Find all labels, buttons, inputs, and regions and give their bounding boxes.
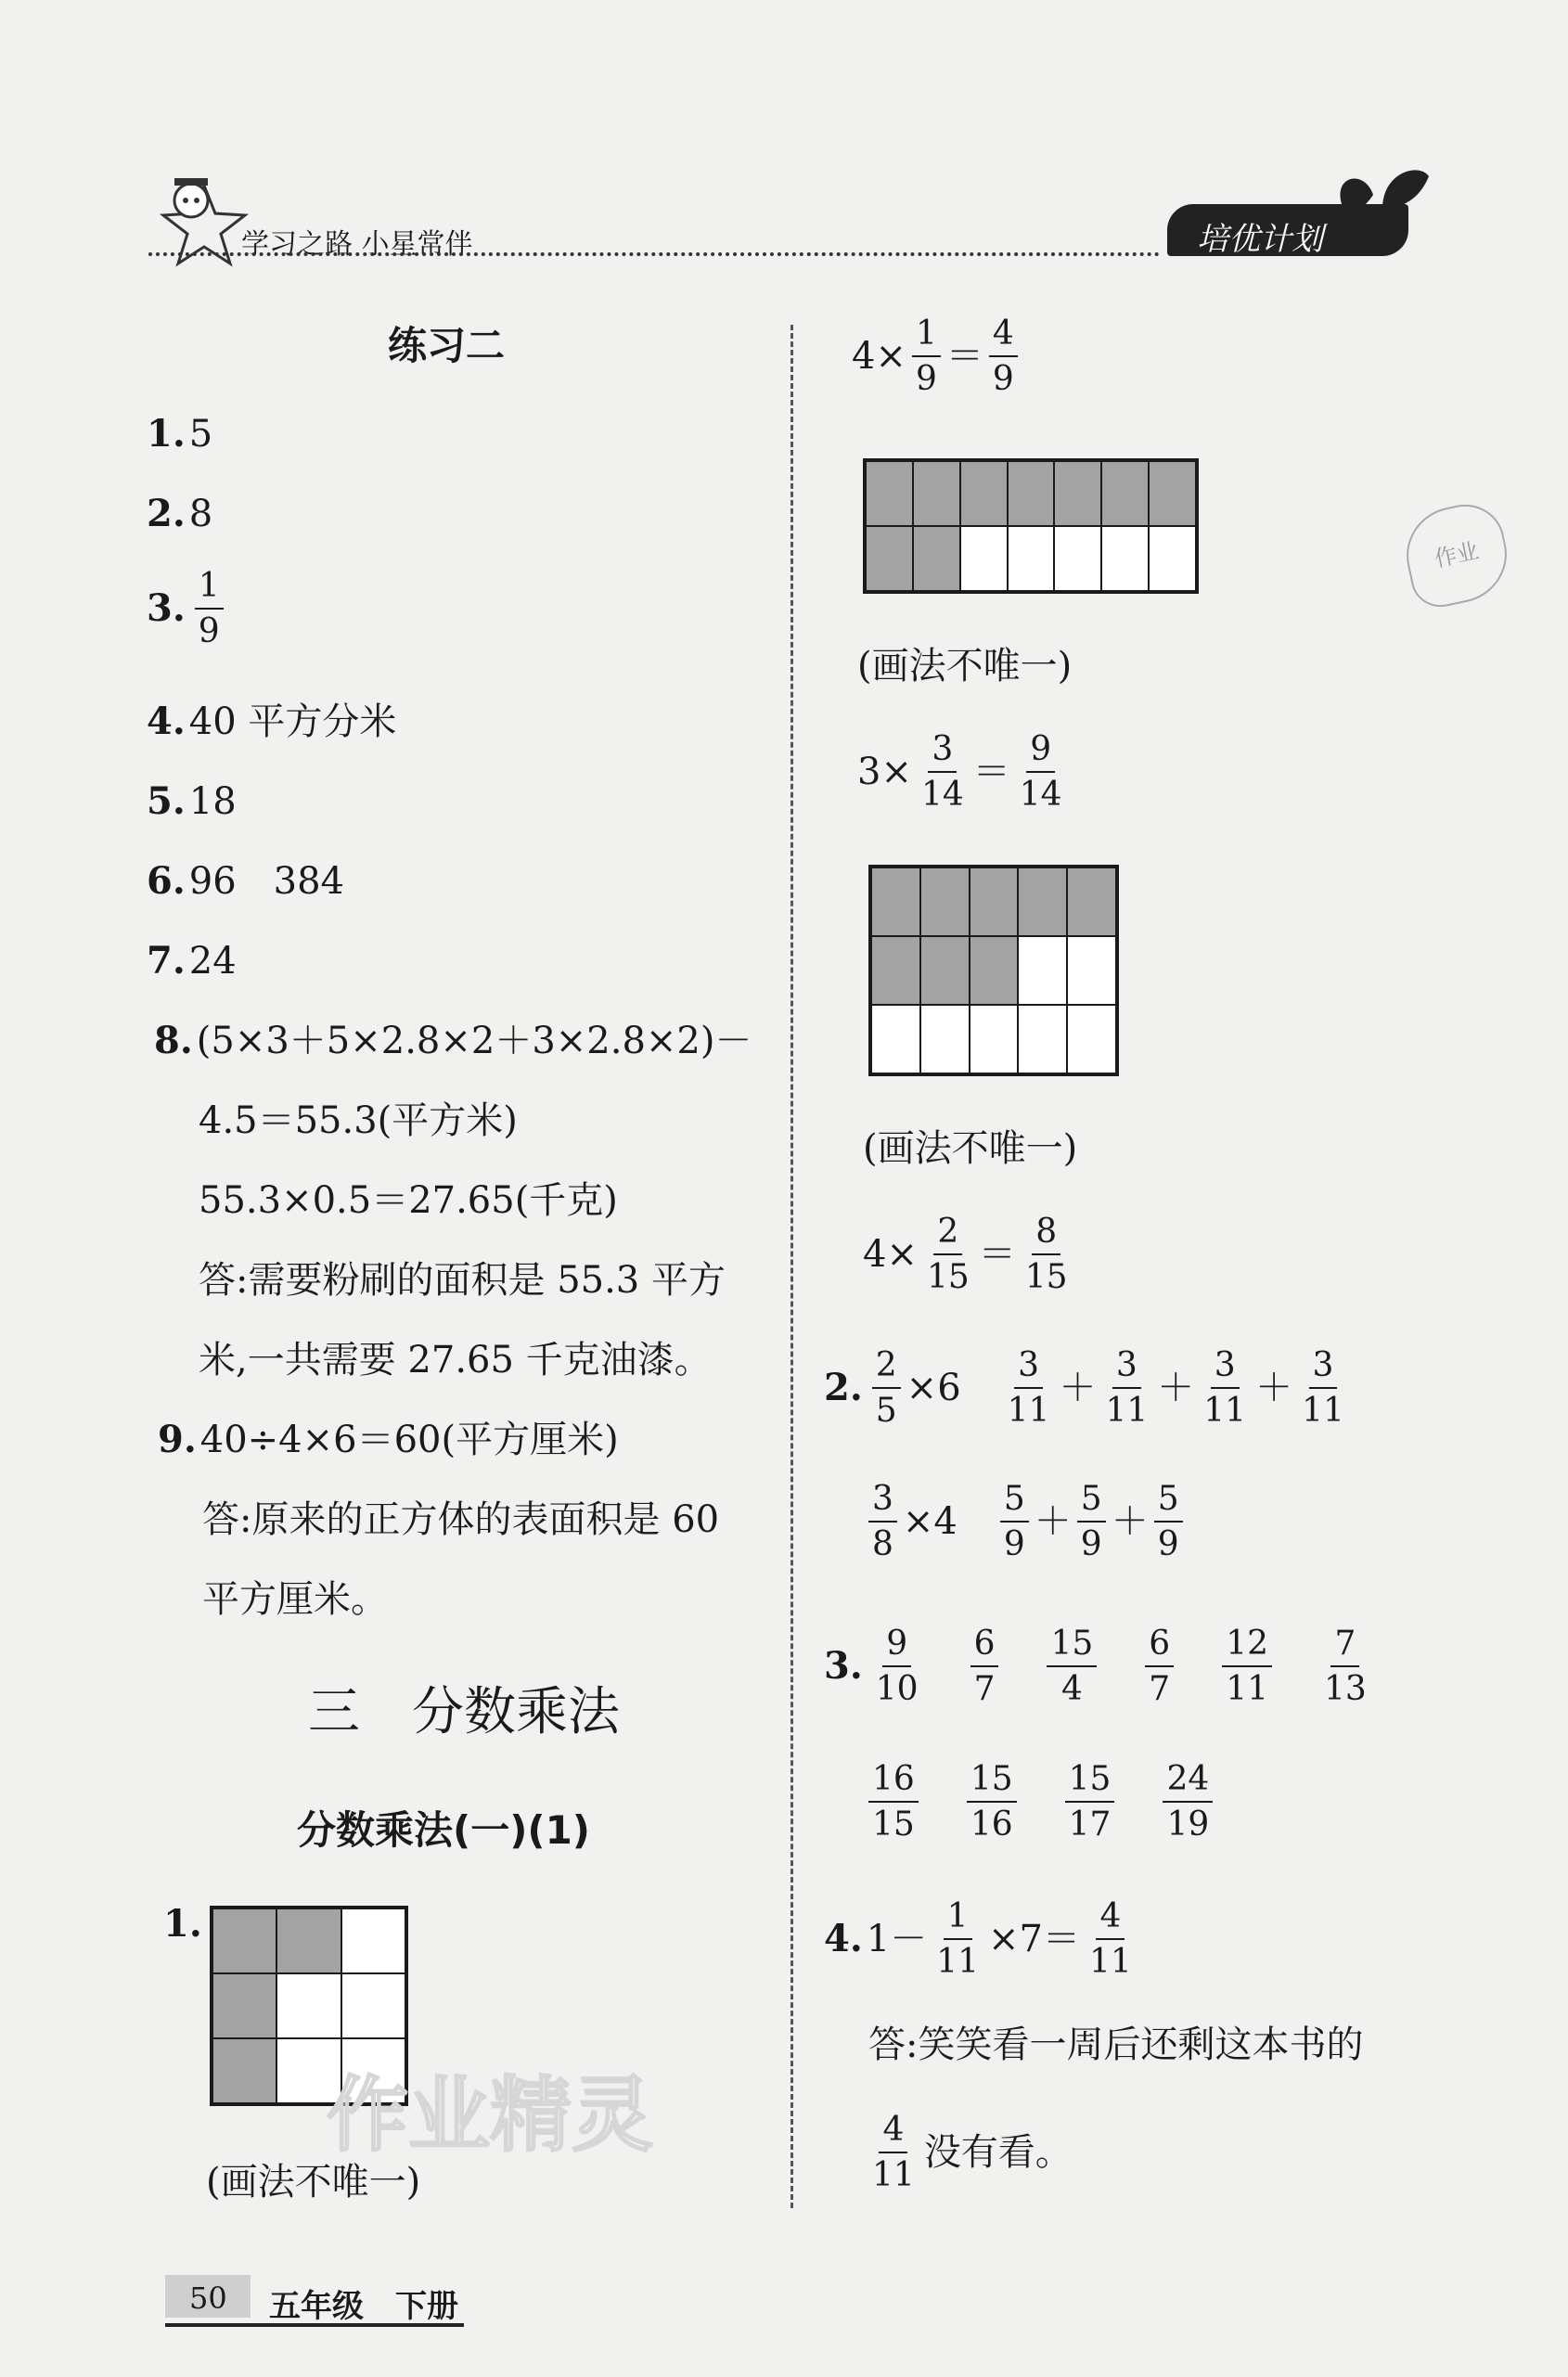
- right-q4-answer: 答:笑笑看一周后还剩这本书的: [868, 2024, 1364, 2066]
- fraction: $\frac{6}{7}$: [1145, 1625, 1174, 1707]
- grid-cell: [212, 1973, 276, 2038]
- right-grid-1: [863, 458, 1199, 594]
- right-q3-row1: 3. $\frac{9}{10}$ $\frac{6}{7}$ $\frac{15}{4}$ $\frac{6}{7}$ $\frac{12}{11}$ $\frac{7}{13}$: [824, 1625, 1376, 1707]
- header-slogan: 学习之路 小星常伴: [241, 228, 473, 261]
- left-grid-q1-label: 1.: [163, 1902, 202, 1946]
- leaf-icon: [1308, 158, 1438, 241]
- volume-label: 下册: [395, 2288, 458, 2325]
- grid-cell: [1149, 526, 1196, 591]
- grid-cell: [871, 1005, 920, 1073]
- left-q8-line5: 米,一共需要 27.65 千克油漆。: [199, 1339, 712, 1381]
- fraction: $\frac{7}{13}$: [1324, 1625, 1367, 1708]
- footer: [165, 2275, 464, 2331]
- left-q4: 4. 40 平方分米: [147, 700, 397, 743]
- right-q3-row2: [863, 1761, 1218, 1843]
- grid-cell: [212, 1908, 276, 1973]
- grid-cell: [1101, 526, 1149, 591]
- left-q9-line1: 9. 40÷4×6＝60(平方厘米): [158, 1418, 619, 1461]
- grid-cell: [1101, 461, 1149, 526]
- fraction: $\frac{12}{11}$: [1222, 1625, 1272, 1707]
- grid-cell: [920, 1005, 970, 1073]
- grid-cell: [970, 867, 1019, 936]
- right-q4-answer-2: $\frac{4}{11}$ 没有看。: [872, 2111, 1073, 2194]
- grid-cell: [1018, 867, 1067, 936]
- grid-cell: [960, 526, 1008, 591]
- left-q1: 1. 5: [147, 412, 213, 456]
- right-eq3: 4× $\frac{2}{15}$ ＝ $\frac{8}{15}$: [863, 1213, 1068, 1296]
- left-q9-line3: 平方厘米。: [202, 1578, 388, 1621]
- grid-cell: [871, 936, 920, 1005]
- grid-cell: [1008, 461, 1055, 526]
- right-grid-2: [868, 865, 1119, 1076]
- fraction: $\frac{9}{10}$: [875, 1625, 919, 1708]
- fraction: $\frac{15}{17}$: [1065, 1761, 1115, 1843]
- left-q7: 7. 24: [147, 939, 237, 983]
- left-q8-line2: 4.5＝55.3(平方米): [199, 1099, 518, 1142]
- column-divider: [790, 325, 793, 2208]
- grid-cell: [276, 1908, 341, 1973]
- grid-cell: [341, 1908, 405, 1973]
- fraction: $\frac{6}{7}$: [970, 1625, 999, 1707]
- grid-cell: [871, 867, 920, 936]
- watermark-bottom: 作业精灵: [327, 2067, 654, 2163]
- grid-cell: [866, 526, 913, 591]
- grid-cell: [1018, 936, 1067, 1005]
- grid-cell: [913, 461, 960, 526]
- grid-cell: [1008, 526, 1055, 591]
- left-q9-line2: 答:原来的正方体的表面积是 60: [202, 1498, 720, 1541]
- left-q6: 6. 96 384: [147, 859, 345, 903]
- left-q8-line4: 答:需要粉刷的面积是 55.3 平方: [199, 1259, 726, 1302]
- header-divider: [148, 252, 1160, 256]
- right-q2-row2: $\frac{3}{8}$ ×4 $\frac{5}{9}$ ＋ $\frac{5}{9}$ ＋ $\frac{5}{9}$: [863, 1481, 1189, 1562]
- footer-rule: [165, 2323, 464, 2327]
- right-note-2: (画法不唯一): [863, 1127, 1078, 1170]
- right-eq2: 3× $\frac{3}{14}$ ＝ $\frac{9}{14}$: [857, 730, 1062, 814]
- header-title: 培优计划: [1197, 221, 1323, 258]
- watermark-stamp: 作业: [1397, 497, 1515, 612]
- grade-label: 五年级: [269, 2288, 364, 2325]
- left-q8-line1: 8. (5×3＋5×2.8×2＋3×2.8×2)－: [154, 1019, 752, 1062]
- grid-cell: [913, 526, 960, 591]
- exercise-title: 练习二: [388, 323, 506, 368]
- grid-cell: [1054, 526, 1101, 591]
- grid-cell: [1018, 1005, 1067, 1073]
- left-q8-line3: 55.3×0.5＝27.65(千克): [199, 1179, 618, 1222]
- grid-cell: [212, 2038, 276, 2103]
- page-number: 50: [189, 2281, 227, 2316]
- left-q2: 2. 8: [147, 492, 213, 535]
- grid-cell: [1054, 461, 1101, 526]
- grid-cell: [970, 936, 1019, 1005]
- chapter-title: 三 分数乘法: [308, 1682, 620, 1742]
- fraction: $\frac{16}{15}$: [868, 1761, 919, 1843]
- grid-cell: [920, 867, 970, 936]
- grid-cell: [1067, 867, 1116, 936]
- fraction: $\frac{24}{19}$: [1163, 1761, 1213, 1843]
- right-q4-eq: 4. 1－ $\frac{1}{11}$ ×7＝ $\frac{4}{11}$: [824, 1897, 1132, 1981]
- right-note-1: (画法不唯一): [857, 645, 1073, 687]
- fraction: $\frac{1}{9}$: [195, 568, 224, 649]
- grid-cell: [1067, 1005, 1116, 1073]
- fraction: $\frac{15}{4}$: [1047, 1625, 1097, 1707]
- left-q5: 5. 18: [147, 779, 237, 823]
- section-title: 分数乘法(一)(1): [297, 1807, 591, 1853]
- grid-cell: [866, 461, 913, 526]
- fraction: $\frac{15}{16}$: [967, 1761, 1017, 1843]
- grid-cell: [1067, 936, 1116, 1005]
- left-q3: 3. $\frac{1}{9}$: [147, 568, 229, 649]
- grid-cell: [960, 461, 1008, 526]
- right-eq1: 4× $\frac{1}{9}$ ＝ $\frac{4}{9}$: [852, 315, 1023, 397]
- grid-cell: [970, 1005, 1019, 1073]
- grid-cell: [920, 936, 970, 1005]
- grid-cell: [1149, 461, 1196, 526]
- grid-cell: [276, 1973, 341, 2038]
- right-q2-row1: 2. $\frac{2}{5}$ ×6 $\frac{3}{11}$ ＋ $\frac{3}{11}$ ＋ $\frac{3}{11}$ ＋ $\frac{3}{11}$: [824, 1346, 1344, 1430]
- left-note: (画法不唯一): [206, 2161, 421, 2204]
- grid-cell: [341, 1973, 405, 2038]
